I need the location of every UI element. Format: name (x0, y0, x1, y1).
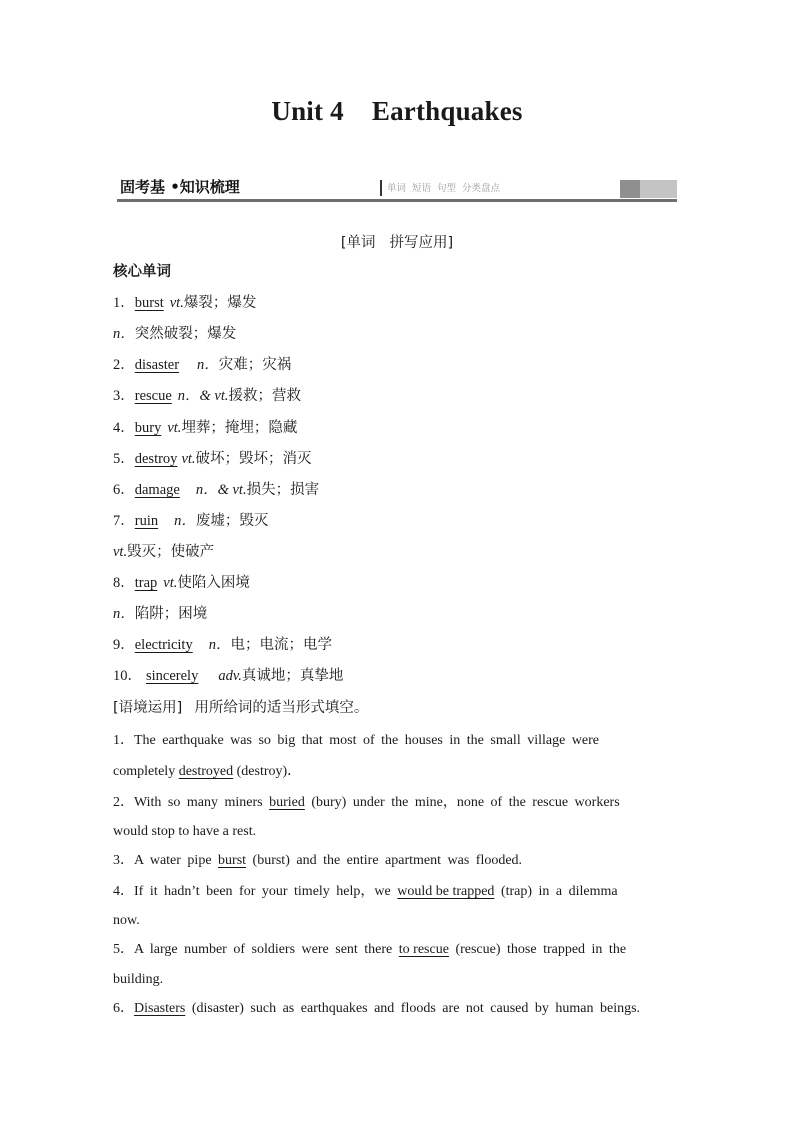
vocab-word: destroy (134, 451, 178, 467)
sentence-text: A water pipe (134, 853, 219, 868)
exercise-sentence (113, 731, 673, 751)
vocab-meaning: 陷阱；困境 (134, 606, 208, 622)
vocab-number: 2． (113, 357, 135, 373)
vocab-item (113, 542, 214, 562)
exercise-sentence (113, 999, 673, 1019)
sentence-text: (burst) and the entire apartment was flooded. (246, 853, 523, 868)
vocab-meaning: 爆裂；爆发 (183, 295, 257, 311)
sentence-text: (destroy)． (233, 764, 302, 779)
vocab-number: 4． (113, 420, 135, 436)
section-banner (117, 178, 677, 202)
sentence-text: The earthquake was so big that most of the houses in the small village were (134, 733, 600, 748)
vocab-item (113, 293, 256, 313)
vocab-word: sincerely (146, 668, 199, 684)
vocab-pos: n． (113, 606, 135, 622)
answer-blank: to rescue (398, 942, 449, 957)
vocab-number: 9． (113, 637, 135, 653)
vocab-item (113, 418, 297, 438)
vocab-pos: vt. (113, 544, 128, 560)
vocab-word: rescue (134, 388, 172, 404)
answer-blank: destroyed (178, 764, 234, 779)
exercise-sentence-continued (113, 822, 673, 842)
answer-blank: Disasters (134, 1001, 186, 1016)
banner-sub-phrases: 短语 (412, 183, 432, 194)
vocab-item (113, 604, 207, 624)
vocab-word: bury (134, 420, 162, 436)
vocab-pos: n．& vt. (195, 482, 247, 498)
vocab-word: burst (134, 295, 164, 311)
banner-light-block (640, 180, 677, 198)
vocab-pos: vt. (163, 575, 178, 591)
vocab-meaning: 电；电流；电学 (230, 637, 332, 653)
banner-subtitles (387, 183, 506, 195)
sentence-text: With so many miners (134, 795, 270, 810)
sentence-number: 5． (113, 942, 134, 957)
exercise-sentence (113, 793, 673, 813)
exercise-sentence (113, 882, 673, 902)
banner-sub-words: 单词 (387, 183, 407, 194)
vocab-item (113, 480, 319, 500)
sentence-text: would stop to have a rest. (113, 824, 257, 839)
answer-blank: buried (269, 795, 305, 810)
vocab-item (113, 355, 291, 375)
banner-underline (117, 199, 677, 202)
banner-main-label: 固考基 •知识梳理 (120, 178, 240, 196)
sentence-text: now. (113, 913, 140, 928)
vocab-word: ruin (134, 513, 159, 529)
vocab-number: 10． (113, 668, 142, 684)
vocab-pos: n．& vt. (177, 388, 229, 404)
sentence-text: (rescue) those trapped in the (448, 942, 627, 957)
unit-title (0, 96, 794, 127)
vocab-word: trap (134, 575, 158, 591)
vocab-pos: adv. (218, 668, 242, 684)
sentence-text: A large number of soldiers were sent there (134, 942, 399, 957)
vocab-item (113, 666, 343, 686)
vocab-pos: n． (174, 513, 196, 529)
vocab-number: 6． (113, 482, 135, 498)
vocab-pos: vt. (167, 420, 182, 436)
banner-dark-block (620, 180, 640, 198)
answer-blank: would be trapped (397, 884, 495, 899)
vocab-meaning: 突然破裂；爆发 (134, 326, 237, 342)
sentence-number: 4． (113, 884, 134, 899)
vocab-number: 8． (113, 575, 135, 591)
banner-divider (380, 180, 382, 196)
unit-topic: Earthquakes (371, 96, 523, 126)
section-title (0, 231, 794, 252)
vocab-pos: n． (208, 637, 231, 653)
vocab-meaning: 破坏；毁坏；消灭 (195, 451, 312, 467)
vocab-meaning: 灾难；灾祸 (218, 357, 292, 373)
sentence-text: completely (113, 764, 179, 779)
vocab-word: disaster (134, 357, 180, 373)
vocab-item (113, 511, 268, 531)
vocab-item (113, 573, 250, 593)
exercise-sentence-continued (113, 970, 673, 990)
exercise-sentence (113, 940, 673, 960)
answer-blank: burst (218, 853, 247, 868)
vocab-pos: vt. (169, 295, 184, 311)
vocab-item (113, 449, 312, 469)
sentence-number: 6． (113, 1001, 134, 1016)
sentence-text: If it hadn’t been for your timely help，we (134, 884, 398, 899)
sentence-text: building. (113, 972, 164, 987)
vocab-word: damage (134, 482, 180, 498)
exercise-sentence (113, 851, 673, 871)
context-label: [语境运用] (113, 700, 183, 716)
section-title-left: [单词 (340, 235, 376, 251)
vocab-meaning: 废墟；毁灭 (195, 513, 269, 529)
vocab-pos: n． (197, 357, 219, 373)
unit-number: Unit 4 (271, 96, 344, 126)
vocab-number: 3． (113, 388, 135, 404)
banner-sub-patterns: 句型 (437, 183, 457, 194)
sentence-number: 3． (113, 853, 134, 868)
sentence-text: (disaster) such as earthquakes and floods are not caused by human beings. (185, 1001, 641, 1016)
vocab-number: 7． (113, 513, 135, 529)
exercise-sentence-continued (113, 911, 673, 931)
sentence-number: 2． (113, 795, 134, 810)
context-instruction-text: 用所给词的适当形式填空。 (194, 700, 369, 716)
vocab-word: electricity (134, 637, 193, 653)
vocab-pos: n． (113, 326, 135, 342)
vocab-number: 5． (113, 451, 135, 467)
context-usage-instruction (113, 698, 368, 718)
exercise-sentence-continued (113, 762, 673, 782)
vocab-meaning: 援救；营救 (228, 388, 302, 404)
vocab-meaning: 损失；损害 (246, 482, 320, 498)
vocab-meaning: 埋葬；掩埋；隐藏 (181, 420, 298, 436)
sentence-text: (trap) in a dilemma (494, 884, 618, 899)
sentence-number: 1． (113, 733, 134, 748)
vocab-item (113, 324, 236, 344)
vocab-item (113, 386, 301, 406)
banner-sub-categories: 分类盘点 (462, 183, 501, 194)
vocab-pos: vt. (181, 451, 196, 467)
vocab-number: 1． (113, 295, 135, 311)
vocab-item (113, 635, 332, 655)
vocab-meaning: 真诚地；真挚地 (241, 668, 344, 684)
core-vocab-heading: 核心单词 (113, 264, 171, 280)
vocab-meaning: 使陷入困境 (177, 575, 250, 591)
sentence-text: (bury) under the mine，none of the rescue workers (304, 795, 620, 810)
section-title-right: 拼写应用] (389, 235, 454, 251)
vocab-meaning: 毁灭；使破产 (127, 544, 215, 560)
